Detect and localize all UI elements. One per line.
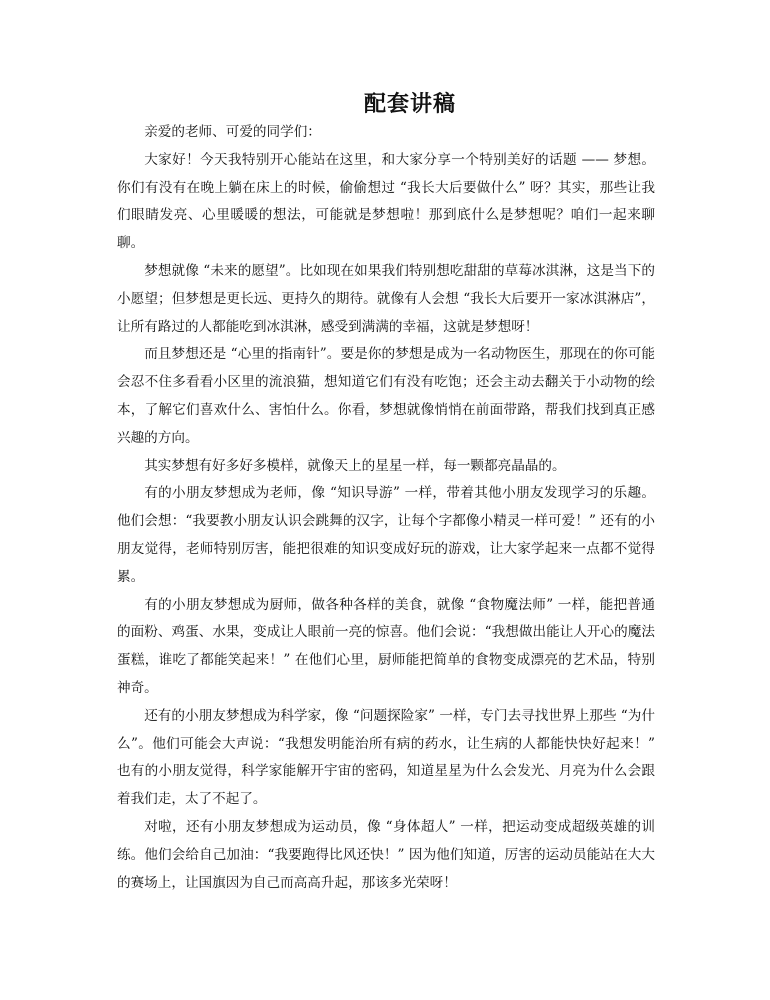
body-paragraph: 梦想就像 “未来的愿望”。比如现在如果我们特别想吃甜甜的草莓冰淇淋，这是当下的小愿望；但梦想是更长远、更持久的期待。就像有人会想 “我长大后要开一家冰淇淋店”，让所有路过的人都能吃到冰淇淋，感受到满满的幸福，这就是梦想呀！ <box>117 262 655 335</box>
body-paragraph: 大家好！今天我特别开心能站在这里，和大家分享一个特别美好的话题 —— 梦想。你们有没有在晚上躺在床上的时候，偷偷想过 “我长大后要做什么” 呀？其实，那些让我们眼睛发亮、心里暖暖的想法，可能就是梦想啦！那到底什么是梦想呢？咱们一起来聊聊。 <box>117 151 655 252</box>
salutation-paragraph: 亲爱的老师、可爱的同学们： <box>144 124 321 140</box>
body-paragraph: 而且梦想还是 “心里的指南针”。要是你的梦想是成为一名动物医生，那现在的你可能会忍不住多看看小区里的流浪猫，想知道它们有没有吃饱；还会主动去翻关于小动物的绘本，了解它们喜欢什么、害怕什么。你看，梦想就像悄悄在前面带路，帮我们找到真正感兴趣的方向。 <box>117 346 655 446</box>
page-title: 配套讲稿 <box>363 91 456 117</box>
body-paragraph: 对啦，还有小朋友梦想成为运动员，像 “身体超人” 一样，把运动变成超级英雄的训练。他们会给自己加油：“我要跑得比风还快！” 因为他们知道，厉害的运动员能站在大大的赛场上，让国旗因为自己而高高升起，那该多光荣呀！ <box>117 818 655 891</box>
body-paragraph: 有的小朋友梦想成为老师，像 “知识导游” 一样，带着其他小朋友发现学习的乐趣。他们会想：“我要教小朋友认识会跳舞的汉字，让每个字都像小精灵一样可爱！” 还有的小朋友觉得，老师特别厉害，能把很难的知识变成好玩的游戏，让大家学起来一点都不觉得累。 <box>117 485 655 585</box>
document-body <box>117 119 655 897</box>
body-paragraph: 有的小朋友梦想成为厨师，做各种各样的美食，就像 “食物魔法师” 一样，能把普通的面粉、鸡蛋、水果，变成让人眼前一亮的惊喜。他们会说：“我想做出能让人开心的魔法蛋糕，谁吃了都能笑起来！” 在他们心里，厨师能把简单的食物变成漂亮的艺术品，特别神奇。 <box>117 596 655 696</box>
body-paragraph: 还有的小朋友梦想成为科学家，像 “问题探险家” 一样，专门去寻找世界上那些 “为什么”。他们可能会大声说：“我想发明能治所有病的药水，让生病的人都能快快好起来！” 也有的小朋友觉得，科学家能解开宇宙的密码，知道星星为什么会发光、月亮为什么会跟着我们走，太了不起了。 <box>117 707 655 808</box>
body-paragraph: 其实梦想有好多好多模样，就像天上的星星一样，每一颗都亮晶晶的。 <box>144 457 566 474</box>
